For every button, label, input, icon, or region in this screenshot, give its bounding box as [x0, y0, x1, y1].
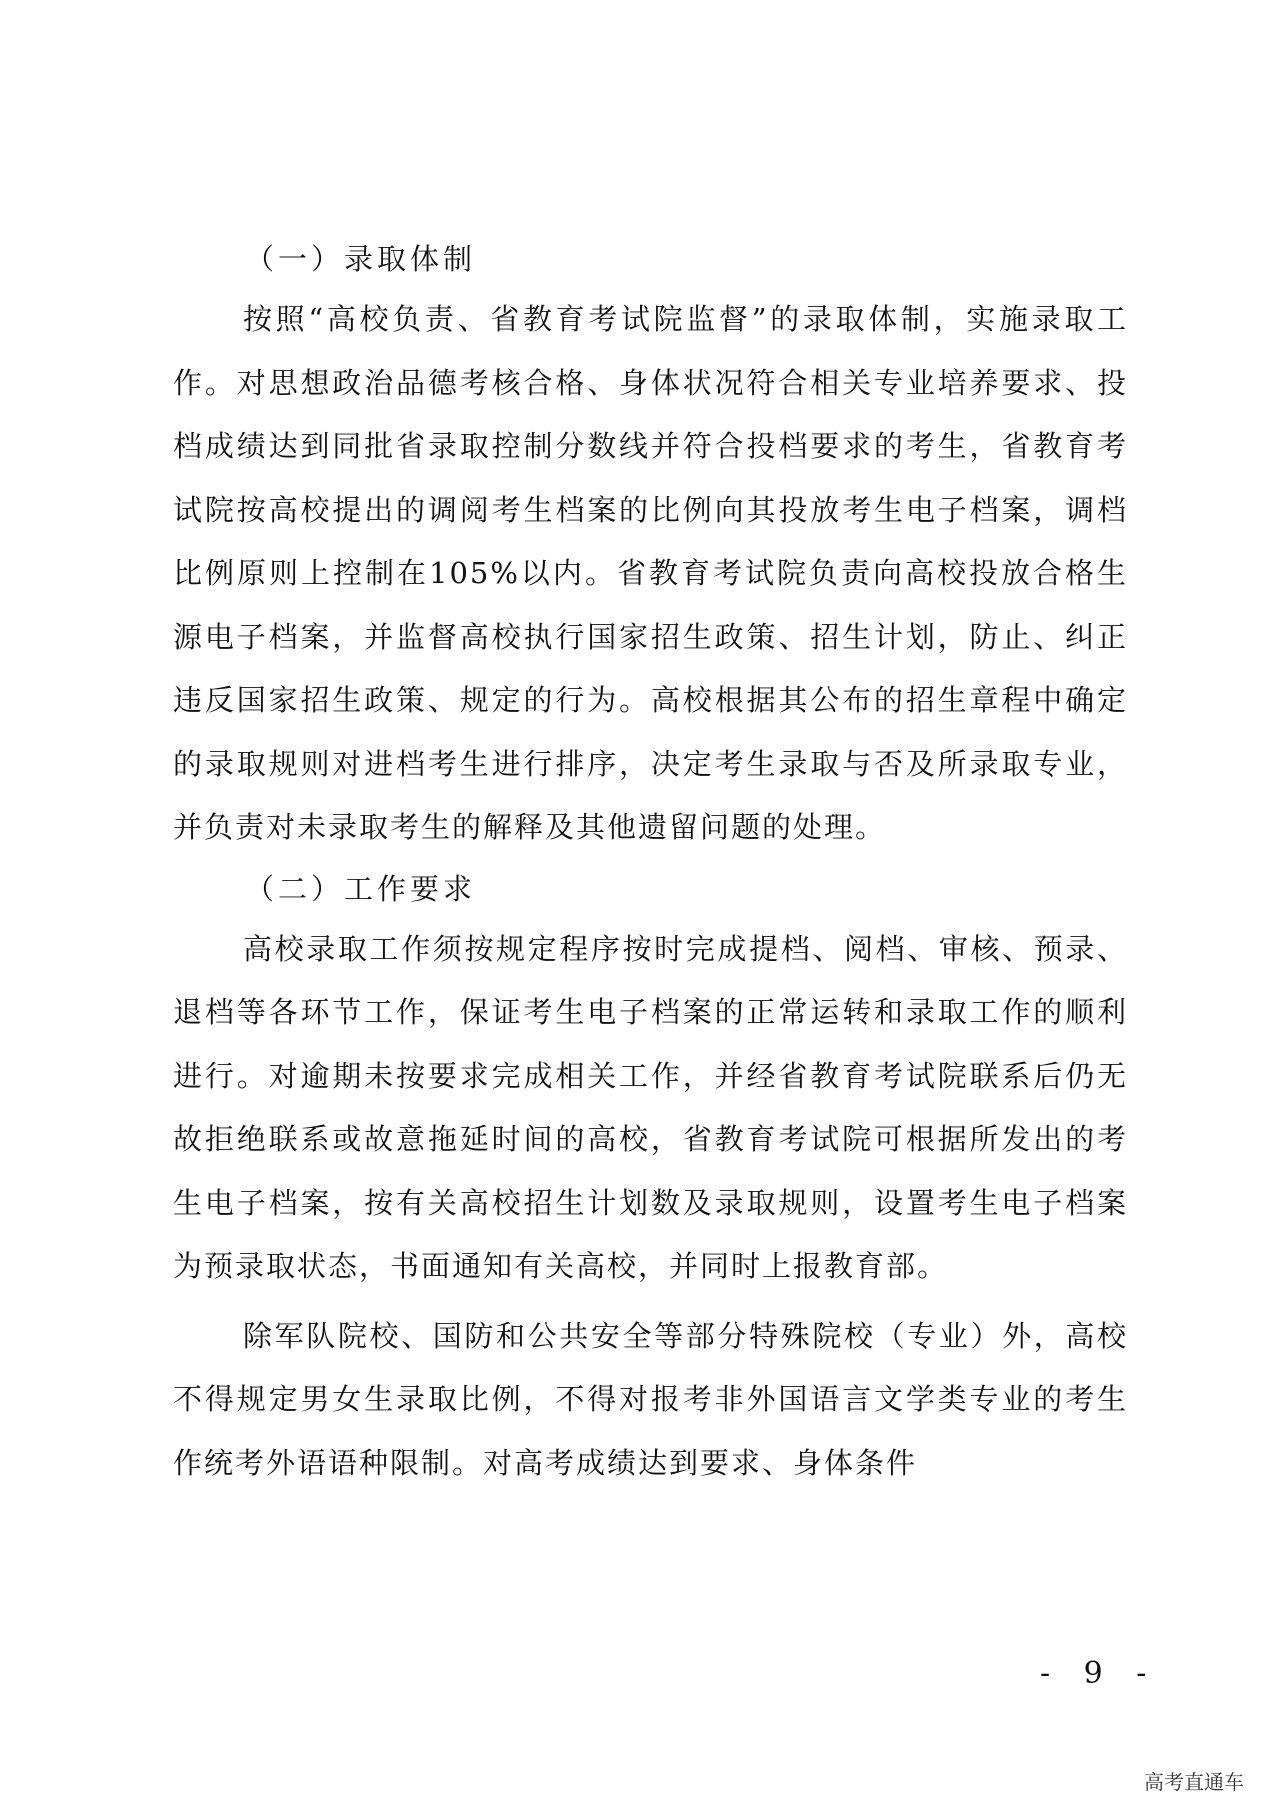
- watermark-text: 高考直通车: [1144, 1770, 1244, 1794]
- paragraph-admission-system: 按照“高校负责、省教育考试院监督”的录取体制，实施录取工作。对思想政治品德考核合格、身体状况符合相关专业培养要求、投档成绩达到同批省录取控制分数线并符合投档要求的考生，省教育考试院按高校提出的调阅考生档案的比例向其投放考生电子档案，调档比例原则上控制在105%以内。省教育考试院负责向高校投放合格生源电子档案，并监督高校执行国家招生政策、招生计划，防止、纠正违反国家招生政策、规定的行为。高校根据其公布的招生章程中确定的录取规则对进档考生进行排序，决定考生录取与否及所录取专业，并负责对未录取考生的解释及其他遗留问题的处理。: [173, 302, 1128, 844]
- paragraph-special-institutions: 除军队院校、国防和公共安全等部分特殊院校（专业）外，高校不得规定男女生录取比例，不得对报考非外国语言文学类专业的考生作统考外语语种限制。对高考成绩达到要求、身体条件: [173, 1318, 1128, 1480]
- section-heading-work-requirements: （二）工作要求: [245, 871, 477, 906]
- page-number: - 9 -: [1040, 1656, 1159, 1691]
- document-body: [173, 230, 1128, 1495]
- section-heading-admission-system: （一）录取体制: [245, 242, 477, 276]
- paragraph-work-requirements: 高校录取工作须按规定程序按时完成提档、阅档、审核、预录、退档等各环节工作，保证考生电子档案的正常运转和录取工作的顺利进行。对逾期未按要求完成相关工作，并经省教育考试院联系后仍无故拒绝联系或故意拖延时间的高校，省教育考试院可根据所发出的考生电子档案，按有关高校招生计划数及录取规则，设置考生电子档案为预录取状态，书面通知有关高校，并同时上报教育部。: [173, 931, 1128, 1283]
